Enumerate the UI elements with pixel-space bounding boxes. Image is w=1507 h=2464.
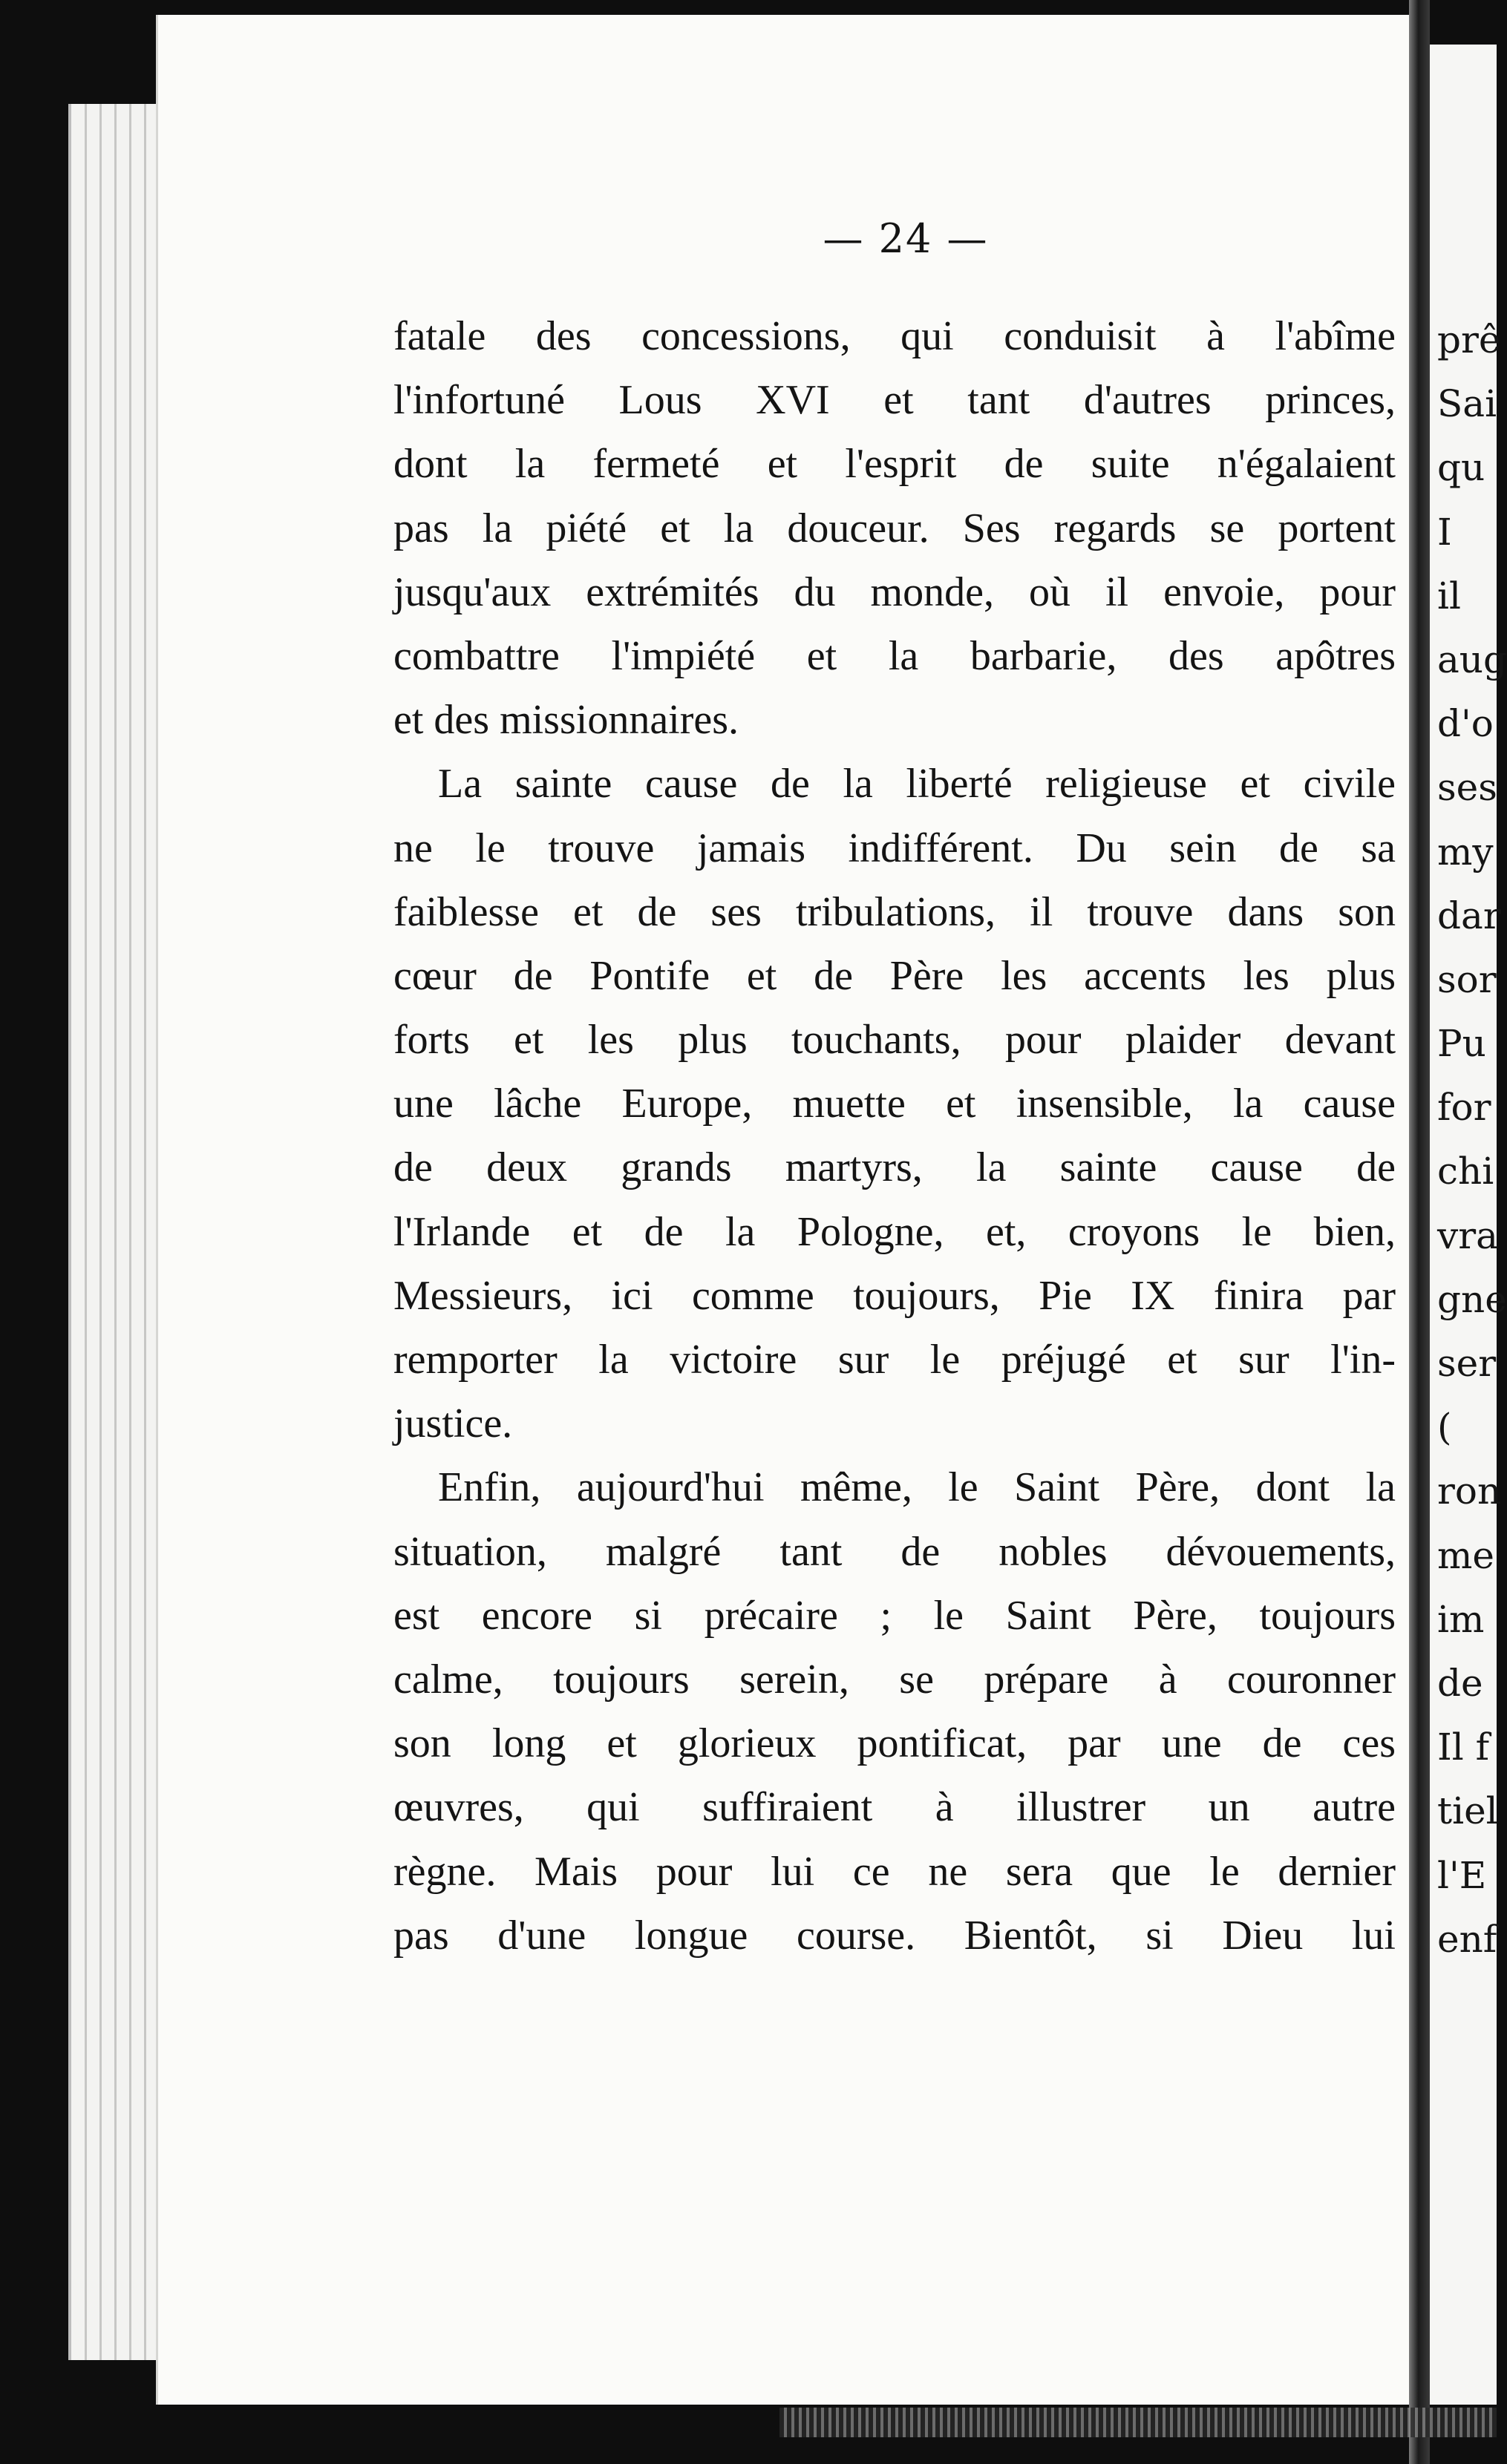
text-line: ne le trouve jamais indifférent. Du sein de sa (393, 825, 1396, 871)
facing-page-fragment: Sai (1437, 382, 1497, 426)
facing-page-fragment: me (1437, 1533, 1495, 1577)
facing-page-fragment: Il f (1437, 1726, 1490, 1769)
facing-page-fragment: aug (1437, 638, 1507, 681)
page-edge-line (114, 104, 117, 2360)
text-line: de deux grands martyrs, la sainte cause de (393, 1144, 1396, 1191)
text-line: cœur de Pontife et de Père les accents les plus (393, 952, 1396, 999)
text-line: remporter la victoire sur le préjugé et sur l'in- (393, 1337, 1396, 1383)
facing-page-fragment: qu (1437, 446, 1485, 490)
page-edge-line (85, 104, 87, 2360)
facing-page-fragment: d'o (1437, 702, 1494, 746)
text-line: situation, malgré tant de nobles dévouements, (393, 1528, 1396, 1575)
facing-page-fragment: prê (1437, 318, 1501, 361)
text-line: et des missionnaires. (393, 697, 739, 744)
text-line: calme, toujours serein, se prépare à couronner (393, 1656, 1396, 1703)
text-line: Enfin, aujourd'hui même, le Saint Père, dont la (438, 1464, 1396, 1511)
facing-page-fragment: enf (1437, 1917, 1497, 1961)
facing-page-fragment: vra (1437, 1213, 1498, 1257)
text-line: l'Irlande et de la Pologne, et, croyons le bien, (393, 1208, 1396, 1255)
text-line: son long et glorieux pontificat, par une de ces (393, 1720, 1396, 1767)
facing-page-fragment: gne (1437, 1277, 1507, 1321)
facing-page-fragment: il (1437, 574, 1461, 617)
facing-page-fragment: ser (1437, 1342, 1497, 1385)
facing-page-fragment: ses (1437, 766, 1497, 810)
text-line: justice. (393, 1400, 513, 1447)
facing-page-fragment: tiel (1437, 1789, 1498, 1833)
text-line: est encore si précaire ; le Saint Père, toujours (393, 1592, 1396, 1639)
scan-edge-noise (779, 2408, 1497, 2437)
facing-page-fragment: ( (1437, 1406, 1452, 1449)
facing-page-fragment: for (1437, 1086, 1491, 1130)
facing-page-fragments (1437, 308, 1507, 1971)
facing-page-fragment: sor (1437, 957, 1497, 1001)
facing-page-fragment: chi (1437, 1150, 1494, 1193)
body-text (393, 304, 1396, 1967)
text-line: jusqu'aux extrémités du monde, où il envoie, pour (393, 569, 1396, 615)
facing-page-fragment: I (1437, 510, 1452, 554)
text-line: pas d'une longue course. Bientôt, si Dieu lui (393, 1912, 1396, 1959)
text-line: Messieurs, ici comme toujours, Pie IX finira par (393, 1272, 1396, 1319)
book-gutter (1409, 0, 1430, 2464)
text-line: règne. Mais pour lui ce ne sera que le dernier (393, 1848, 1396, 1895)
page-edge-line (99, 104, 102, 2360)
text-line: une lâche Europe, muette et insensible, la cause (393, 1081, 1396, 1127)
facing-page-fragment: Pu (1437, 1022, 1486, 1066)
facing-page-fragment: dar (1437, 894, 1501, 937)
page-edge-line (144, 104, 146, 2360)
page-edge-line (129, 104, 131, 2360)
facing-page-fragment: l'E (1437, 1853, 1487, 1897)
text-line: pas la piété et la douceur. Ses regards se portent (393, 505, 1396, 551)
facing-page-fragment: ron (1437, 1469, 1502, 1513)
text-line: La sainte cause de la liberté religieuse et civile (438, 761, 1396, 807)
text-line: dont la fermeté et l'esprit de suite n'égalaient (393, 441, 1396, 488)
text-line: l'infortuné Lous XVI et tant d'autres princes, (393, 377, 1396, 424)
page-edge-stack (68, 104, 168, 2360)
facing-page-fragment: de (1437, 1661, 1483, 1705)
text-line: œuvres, qui suffiraient à illustrer un autre (393, 1784, 1396, 1831)
page-number: — 24 — (823, 215, 989, 262)
text-line: combattre l'impiété et la barbarie, des apôtres (393, 632, 1396, 679)
text-line: faiblesse et de ses tribulations, il trouve dans son (393, 888, 1396, 935)
text-line: fatale des concessions, qui conduisit à l'abîme (393, 313, 1396, 359)
text-line: forts et les plus touchants, pour plaider devant (393, 1017, 1396, 1064)
facing-page-fragment: my (1437, 830, 1494, 874)
facing-page-edge (1430, 45, 1507, 2405)
facing-page-fragment: im (1437, 1597, 1485, 1641)
